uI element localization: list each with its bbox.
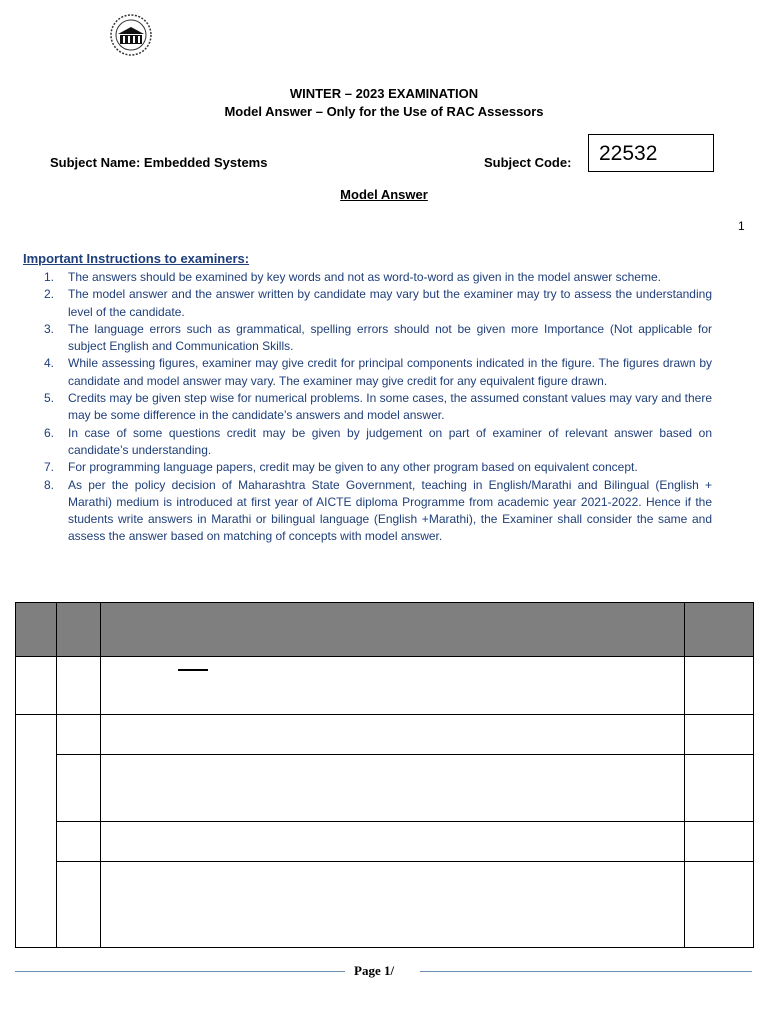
instruction-number: 5. (44, 391, 55, 406)
instruction-number: 6. (44, 425, 55, 440)
instruction-item (30, 477, 712, 546)
instruction-text: For programming language papers, credit may be given to any other program based on equivalent concept. (68, 460, 638, 475)
table-cell (101, 862, 685, 948)
table-cell (101, 657, 685, 715)
table-cell (57, 862, 101, 948)
table-cell (101, 715, 685, 755)
page-number: 1 (738, 219, 745, 233)
table-cell (16, 715, 57, 948)
instruction-item (30, 459, 712, 476)
exam-subtitle: Model Answer – Only for the Use of RAC Assessors (224, 104, 544, 119)
overline-mark (178, 669, 208, 671)
table-cell (685, 862, 754, 948)
instruction-item (30, 390, 712, 425)
instruction-item (30, 425, 712, 460)
table-row (16, 755, 754, 822)
model-answer-heading: Model Answer (340, 187, 428, 202)
institution-logo (108, 12, 154, 58)
header-cell (685, 603, 754, 657)
footer-rule-left (15, 971, 345, 972)
table-row (16, 715, 754, 755)
table-row (16, 822, 754, 862)
instruction-text: The answers should be examined by key words and not as word-to-word as given in the model answer scheme. (68, 270, 661, 284)
instruction-text: The language errors such as grammatical, spelling errors should not be given more Importance (Not applicable for subject English and Communication Skills. (68, 321, 712, 354)
instruction-text: The model answer and the answer written by candidate may vary but the examiner may try to assess the understanding level of the candidate. (68, 287, 712, 319)
instruction-item (30, 286, 712, 321)
instruction-text: Credits may be given step wise for numerical problems. In some cases, the assumed constant values may vary and there may be some difference in the candidate’s answers and model answer. (68, 391, 712, 423)
table-header-row (16, 603, 754, 657)
table-cell (685, 715, 754, 755)
instruction-item (30, 269, 712, 286)
header-cell (57, 603, 101, 657)
table-cell (57, 755, 101, 822)
instruction-number: 8. (44, 477, 55, 492)
footer-rule-right (420, 971, 752, 972)
table-cell (57, 822, 101, 862)
table-cell (101, 755, 685, 822)
table-cell (57, 715, 101, 755)
instructions-list (30, 269, 712, 546)
header-cell (101, 603, 685, 657)
table-cell (685, 822, 754, 862)
answer-table (15, 602, 754, 948)
header-cell (16, 603, 57, 657)
instructions-title: Important Instructions to examiners: (23, 251, 250, 266)
subject-name: Subject Name: Embedded Systems (50, 155, 268, 170)
instruction-text: In case of some questions credit may be given by judgement on part of examiner of relevant answer based on candidate’s understanding. (68, 425, 712, 457)
table-cell (57, 657, 101, 715)
instruction-number: 4. (44, 356, 55, 371)
table-cell (101, 822, 685, 862)
instruction-number: 7. (44, 460, 55, 475)
table-cell (685, 755, 754, 822)
instruction-number: 2. (44, 287, 55, 302)
table-cell (685, 657, 754, 715)
exam-title: WINTER – 2023 EXAMINATION (289, 86, 479, 101)
table-row (16, 657, 754, 715)
instruction-text: As per the policy decision of Maharashtra State Government, teaching in English/Marathi and Bilingual (English + Marathi) medium is introduced at first year of AICTE diploma Programme from academic year 2021-2022. Hence if the students write answers in Marathi or bilingual language (English +Marathi), the Examiner shall consider the same and assess the answer based on matching of concepts with model answer. (68, 477, 712, 544)
instruction-text: While assessing figures, examiner may give credit for principal components indicated in the figure. The figures drawn by candidate and model answer may vary. The examiner may give credit for any equivalent figure drawn. (68, 356, 712, 388)
table-cell (16, 657, 57, 715)
footer-page-label: Page 1/ (354, 963, 395, 978)
instruction-number: 1. (44, 270, 55, 284)
subject-code-box: 22532 (588, 134, 714, 172)
subject-code-label: Subject Code: (484, 155, 572, 170)
instruction-item (30, 321, 712, 356)
instruction-item (30, 355, 712, 390)
instruction-number: 3. (44, 321, 55, 336)
table-row (16, 862, 754, 948)
